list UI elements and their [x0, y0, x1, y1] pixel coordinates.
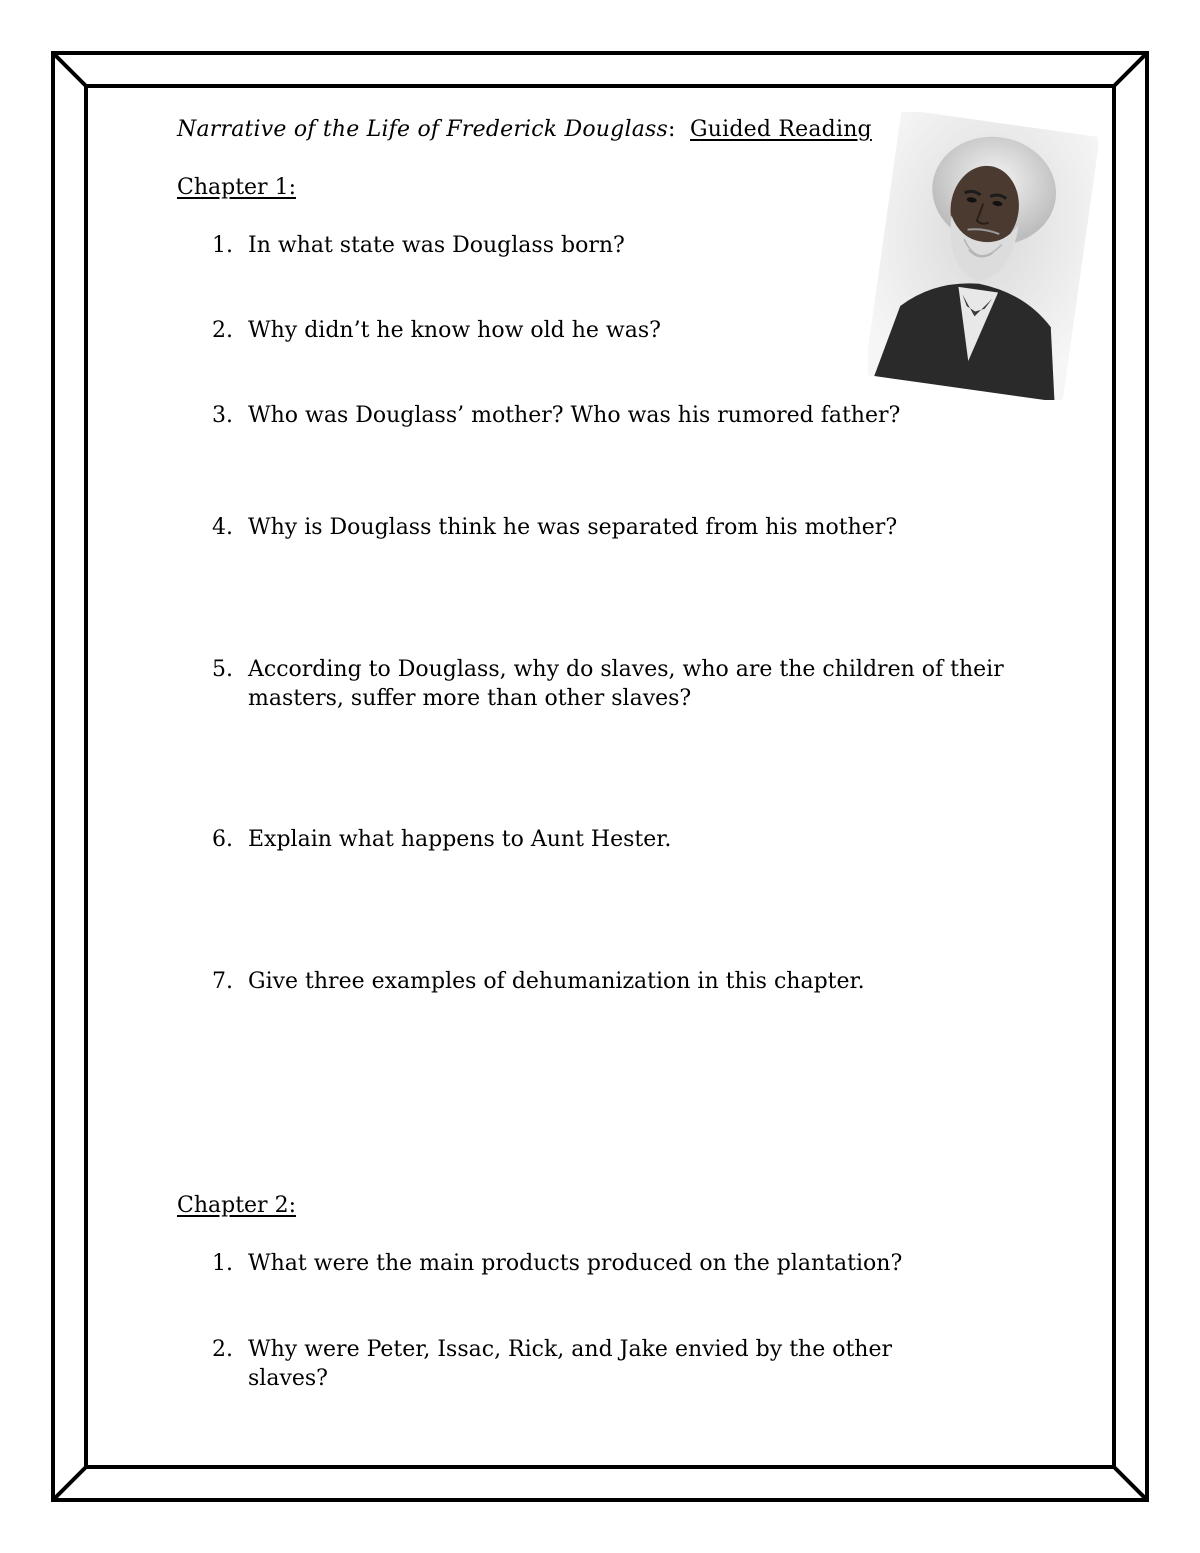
- question-number: 1.: [212, 233, 233, 258]
- question-text: Why didn’t he know how old he was?: [248, 318, 661, 343]
- question-number: 4.: [212, 515, 233, 540]
- question-text: According to Douglass, why do slaves, who are the children of their masters, suffer more than other slaves?: [248, 657, 1004, 711]
- title-subtitle: Guided Reading: [690, 117, 872, 142]
- question-item: [212, 513, 1012, 542]
- question-number: 7.: [212, 969, 233, 994]
- chapter-2-heading: Chapter 2:: [177, 1193, 296, 1218]
- question-text: Explain what happens to Aunt Hester.: [248, 827, 672, 852]
- question-number: 6.: [212, 827, 233, 852]
- portrait-photo-icon: [868, 112, 1098, 400]
- question-text: Give three examples of dehumanization in this chapter.: [248, 969, 865, 994]
- question-item: [212, 1335, 972, 1393]
- question-number: 3.: [212, 403, 233, 428]
- question-item: [212, 967, 1012, 996]
- question-number: 2.: [212, 1337, 233, 1362]
- question-number: 5.: [212, 657, 233, 682]
- question-number: 2.: [212, 318, 233, 343]
- question-number: 1.: [212, 1251, 233, 1276]
- question-item: [212, 1249, 1012, 1278]
- question-text: Why is Douglass think he was separated from his mother?: [248, 515, 898, 540]
- question-item: [212, 401, 1012, 430]
- book-title: Narrative of the Life of Frederick Douglass: [177, 117, 668, 142]
- title-separator: :: [668, 117, 676, 142]
- page-title: [177, 117, 872, 142]
- question-item: [212, 825, 1012, 854]
- question-text: What were the main products produced on the plantation?: [248, 1251, 903, 1276]
- question-text: Who was Douglass’ mother? Who was his rumored father?: [248, 403, 901, 428]
- question-text: In what state was Douglass born?: [248, 233, 625, 258]
- chapter-1-heading: Chapter 1:: [177, 175, 296, 200]
- question-item: [212, 655, 1012, 713]
- question-text: Why were Peter, Issac, Rick, and Jake envied by the other slaves?: [248, 1337, 893, 1391]
